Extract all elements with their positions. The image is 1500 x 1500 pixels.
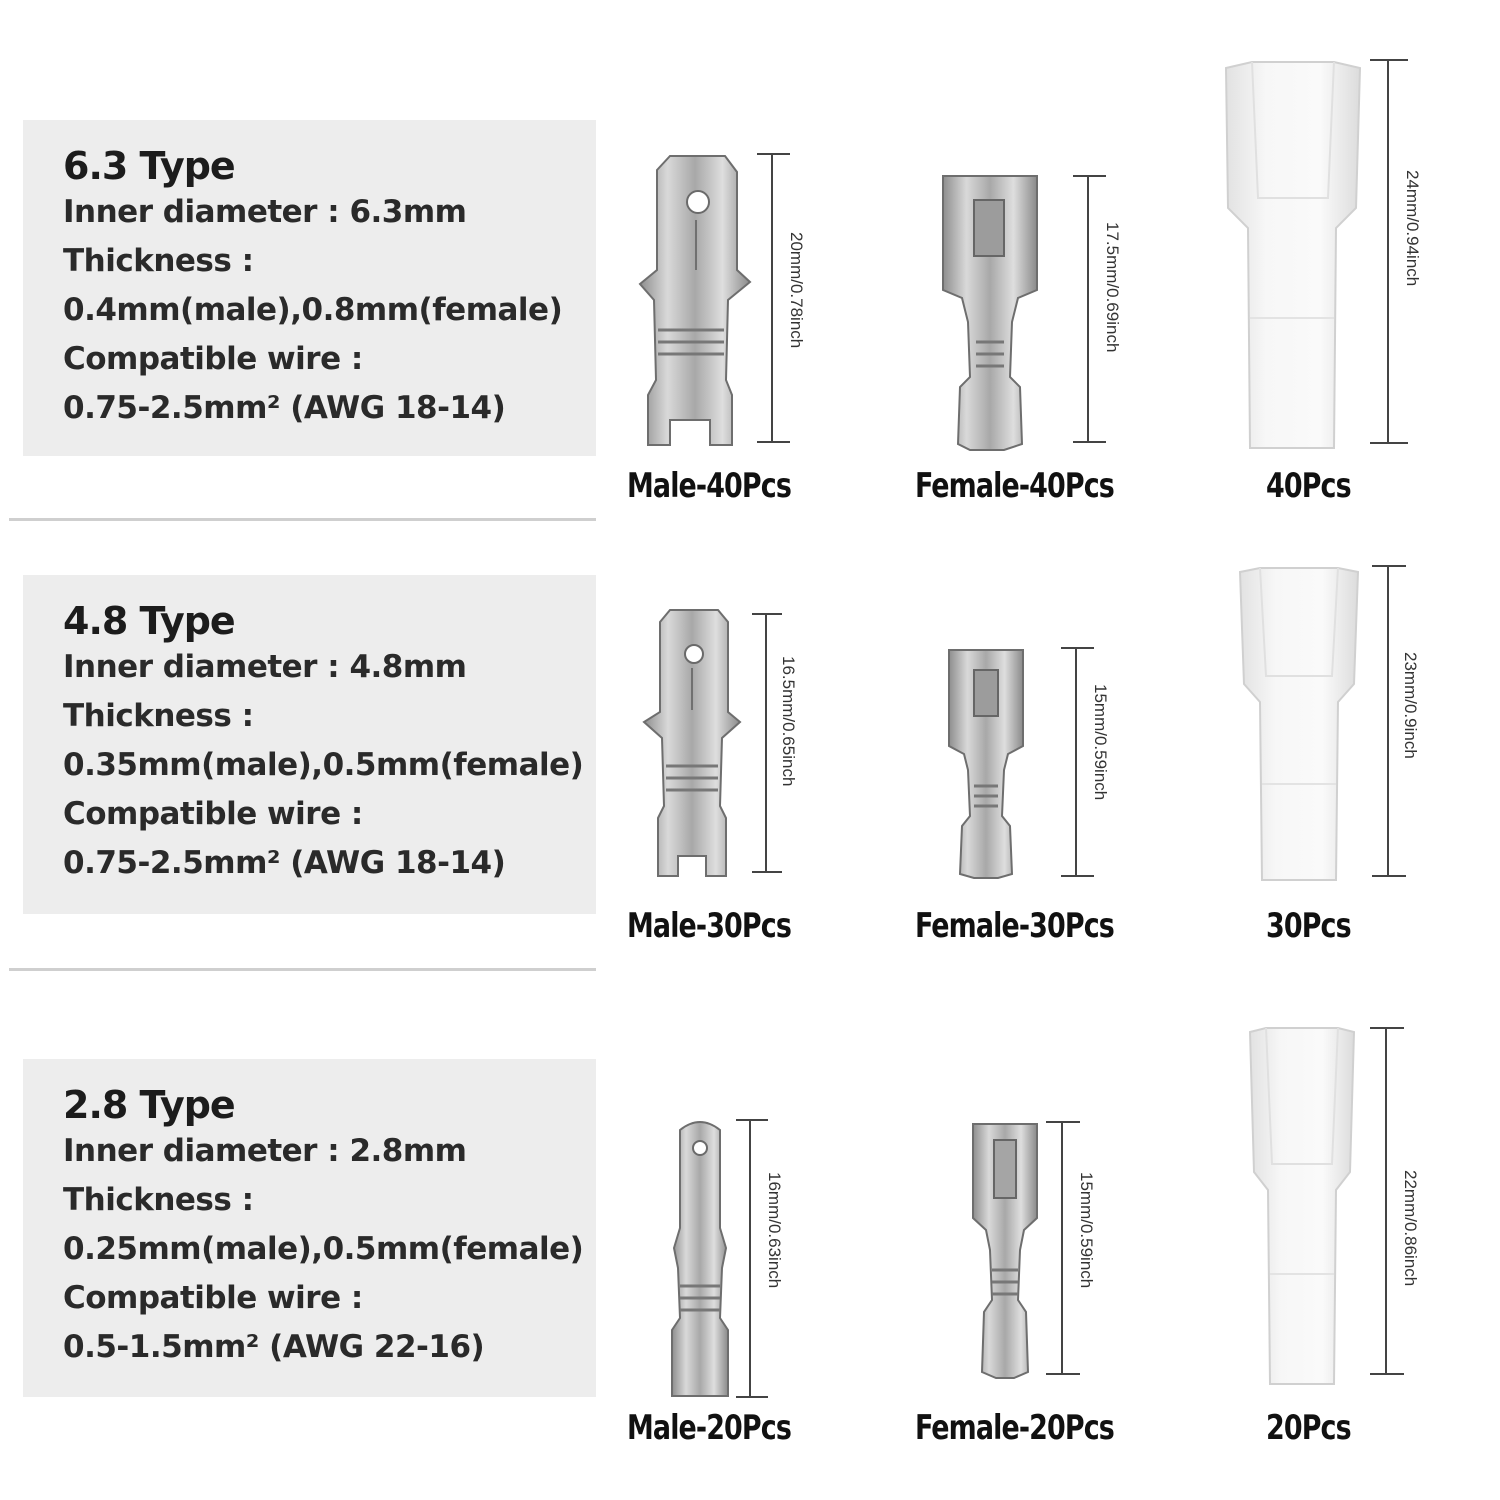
male-terminal-icon	[664, 1118, 736, 1400]
male-dimension-label: 16.5mm/0.65inch	[779, 656, 798, 787]
spec-inner-diameter: Inner diameter : 4.8mm	[63, 649, 467, 685]
female-terminal-icon	[946, 646, 1026, 878]
insulating-sleeve-icon	[1234, 564, 1364, 880]
spec-wire-value: 0.75-2.5mm² (AWG 18-14)	[63, 390, 506, 426]
spec-box-2-8	[23, 1059, 596, 1397]
spec-wire-label: Compatible wire :	[63, 341, 363, 377]
female-caption: Female-40Pcs	[915, 466, 1114, 506]
female-caption: Female-30Pcs	[915, 906, 1114, 946]
male-caption: Male-20Pcs	[627, 1408, 791, 1448]
spec-inner-diameter: Inner diameter : 2.8mm	[63, 1133, 467, 1169]
spec-thickness-label: Thickness :	[63, 1182, 254, 1218]
sleeve-caption: 20Pcs	[1266, 1408, 1351, 1448]
section-title: 4.8 Type	[63, 599, 235, 643]
insulating-sleeve-icon	[1218, 58, 1368, 448]
section-divider	[9, 968, 596, 971]
spec-wire-label: Compatible wire :	[63, 1280, 363, 1316]
male-terminal-icon	[644, 606, 740, 878]
spec-thickness-value: 0.35mm(male),0.5mm(female)	[63, 747, 584, 783]
male-caption: Male-30Pcs	[627, 906, 791, 946]
insulating-sleeve-icon	[1242, 1024, 1362, 1384]
female-dimension-label: 15mm/0.59inch	[1091, 684, 1110, 801]
sleeve-dimension-label: 22mm/0.86inch	[1401, 1170, 1420, 1287]
sleeve-caption: 40Pcs	[1266, 466, 1351, 506]
spec-wire-label: Compatible wire :	[63, 796, 363, 832]
section-title: 2.8 Type	[63, 1083, 235, 1127]
sleeve-caption: 30Pcs	[1266, 906, 1351, 946]
female-dimension-label: 15mm/0.59inch	[1077, 1172, 1096, 1289]
male-caption: Male-40Pcs	[627, 466, 791, 506]
spec-inner-diameter: Inner diameter : 6.3mm	[63, 194, 467, 230]
male-dimension-label: 16mm/0.63inch	[765, 1172, 784, 1289]
spec-box-4-8	[23, 575, 596, 914]
female-caption: Female-20Pcs	[915, 1408, 1114, 1448]
male-dimension-label: 20mm/0.78inch	[787, 232, 806, 349]
sleeve-dimension-label: 23mm/0.9inch	[1401, 652, 1420, 759]
spec-thickness-label: Thickness :	[63, 698, 254, 734]
spec-thickness-value: 0.4mm(male),0.8mm(female)	[63, 292, 563, 328]
spec-box-6-3	[23, 120, 596, 456]
section-divider	[9, 518, 596, 521]
female-terminal-icon	[970, 1120, 1040, 1378]
spec-thickness-label: Thickness :	[63, 243, 254, 279]
female-terminal-icon	[940, 172, 1040, 450]
male-terminal-icon	[640, 150, 740, 450]
spec-wire-value: 0.5-1.5mm² (AWG 22-16)	[63, 1329, 485, 1365]
section-title: 6.3 Type	[63, 144, 235, 188]
spec-thickness-value: 0.25mm(male),0.5mm(female)	[63, 1231, 584, 1267]
female-dimension-label: 17.5mm/0.69inch	[1103, 222, 1122, 353]
sleeve-dimension-label: 24mm/0.94inch	[1403, 170, 1422, 287]
spec-wire-value: 0.75-2.5mm² (AWG 18-14)	[63, 845, 506, 881]
